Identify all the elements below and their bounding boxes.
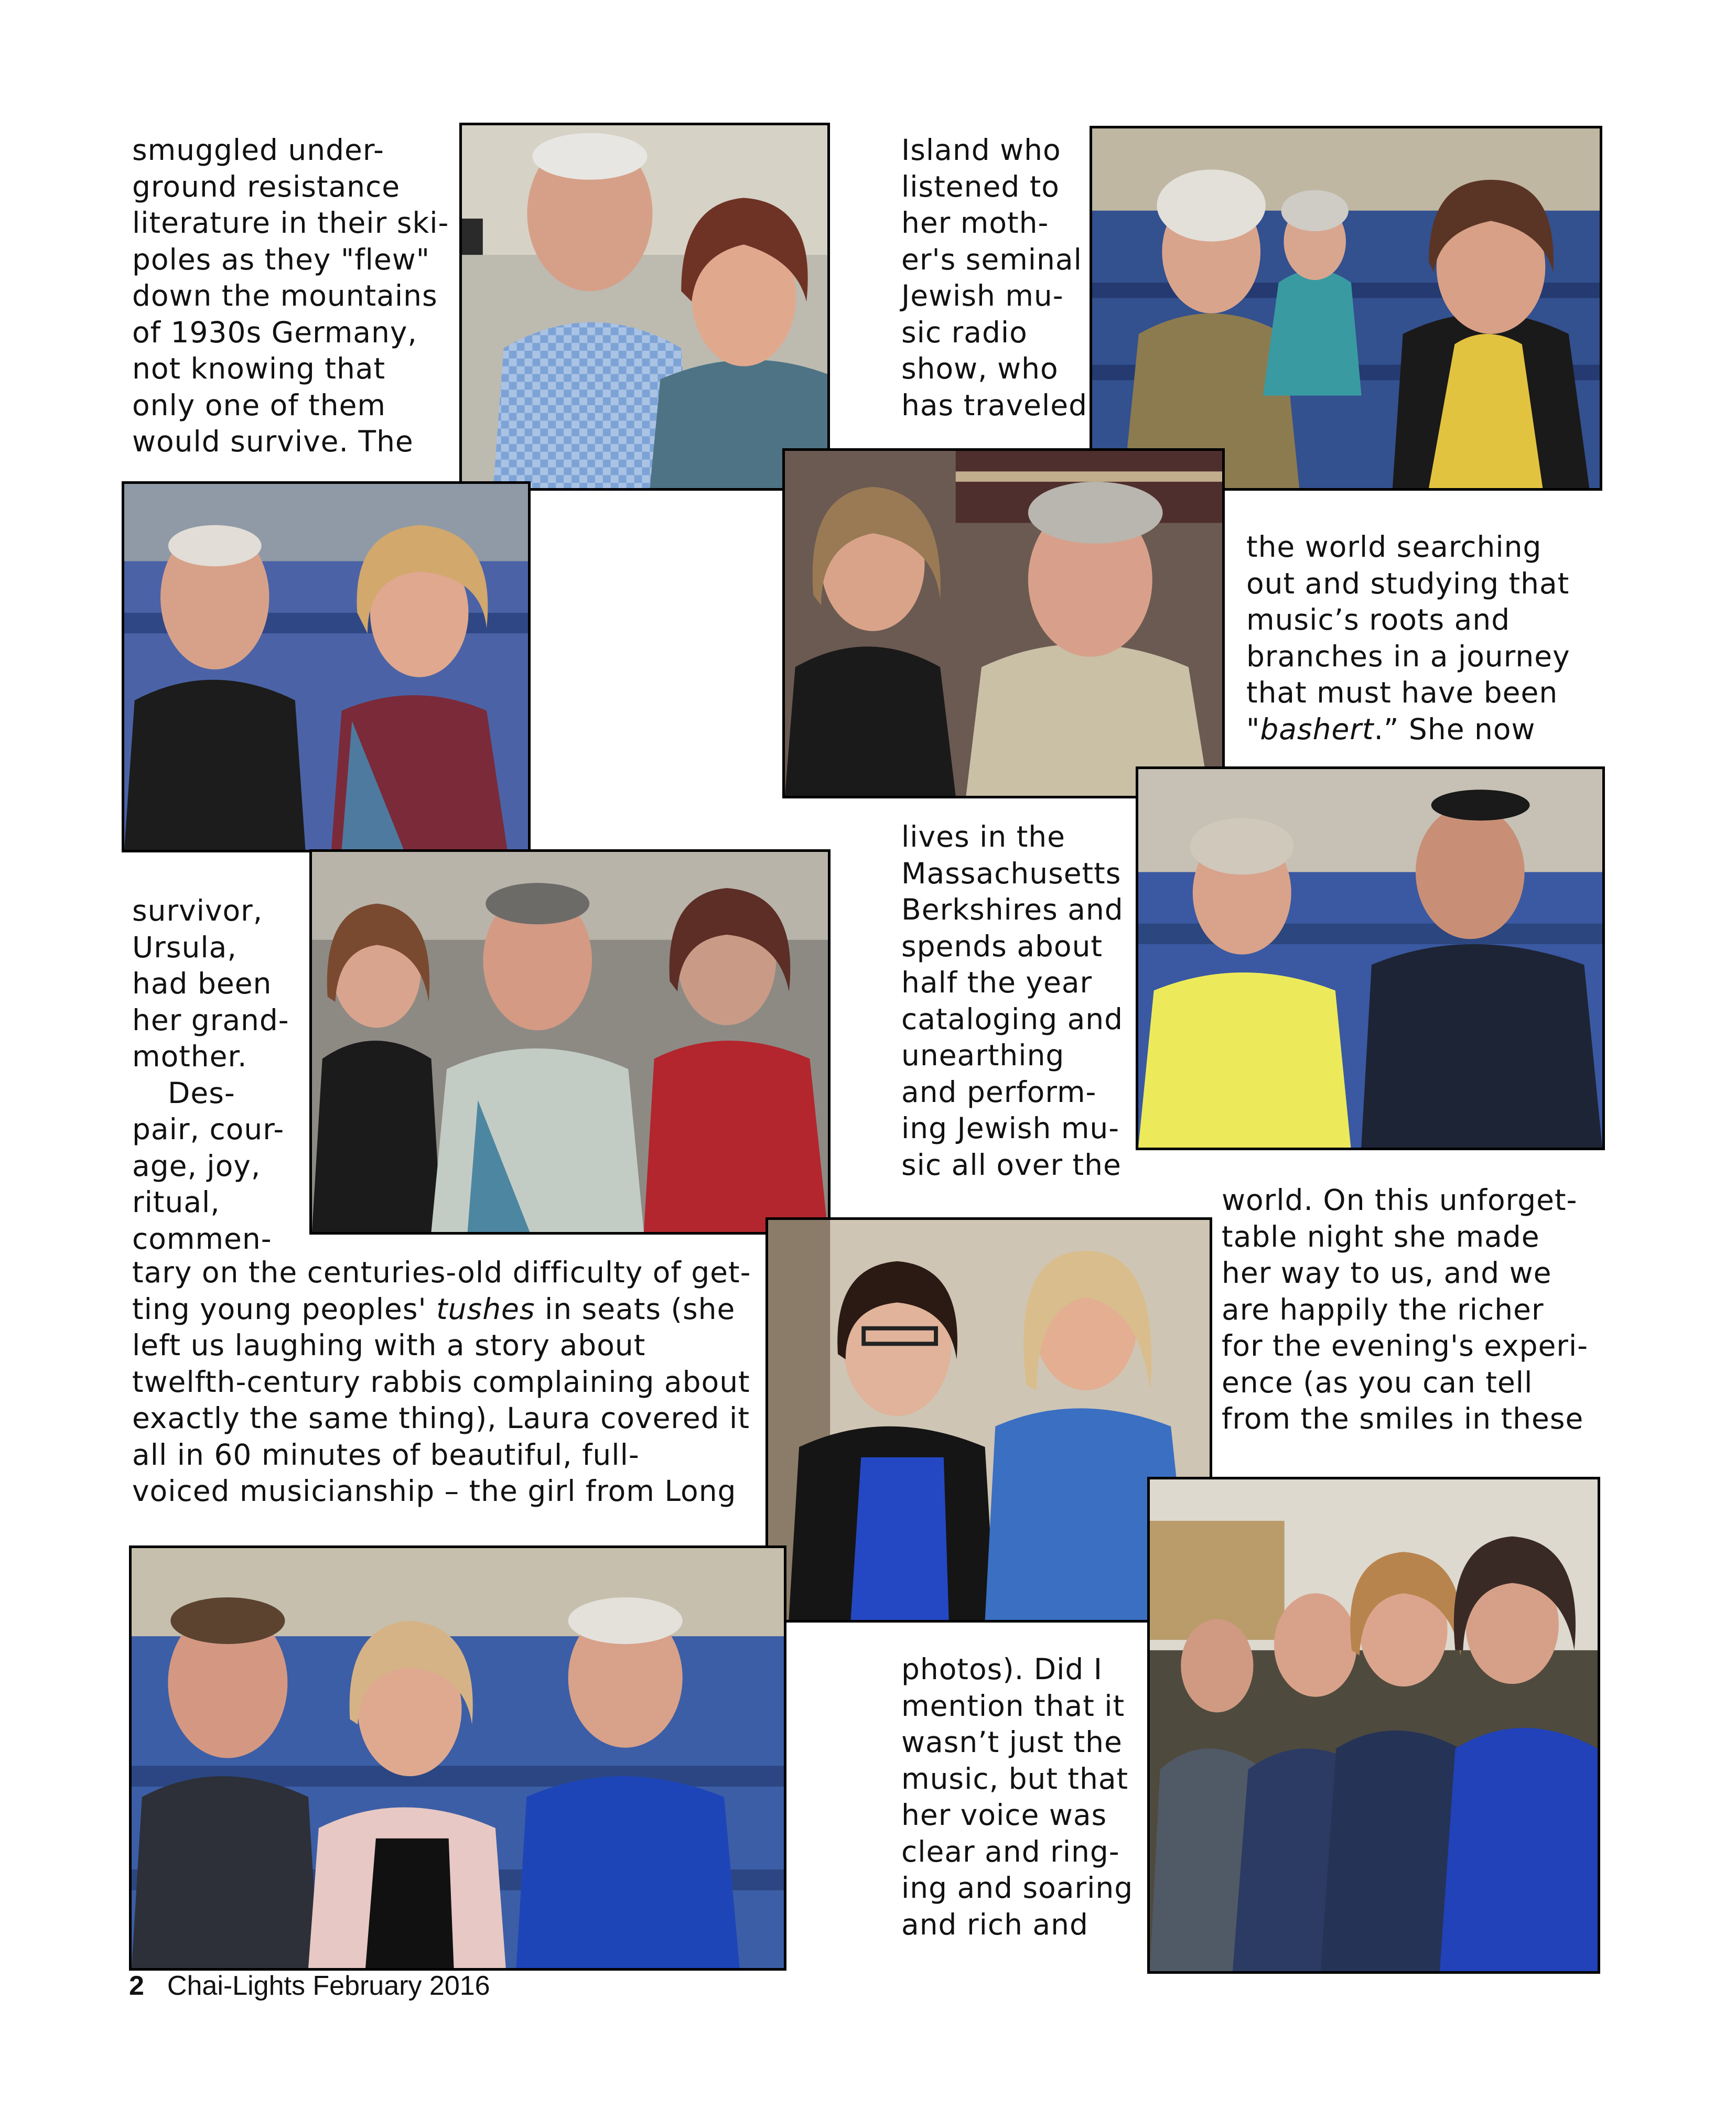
text-line: and rich and bbox=[901, 1907, 1088, 1941]
text-line: mother. bbox=[132, 1040, 247, 1073]
text-line: music, but that bbox=[901, 1761, 1129, 1796]
text-column-1-mid bbox=[132, 893, 289, 1257]
photo-two-men-yellow-and-navy bbox=[1136, 766, 1605, 1150]
text-line: out and studying that bbox=[1246, 566, 1570, 600]
text-line: and perform- bbox=[901, 1075, 1097, 1109]
text-line: branches in a journey bbox=[1246, 639, 1570, 673]
text-line: mention that it bbox=[901, 1689, 1125, 1723]
text-line-bashert: "bashert.” She now bbox=[1246, 712, 1536, 746]
text-line: ing Jewish mu- bbox=[901, 1111, 1120, 1145]
text-line-tushes: ting young peoples' tushes in seats (she bbox=[132, 1292, 736, 1326]
publication-title: Chai-Lights February 2016 bbox=[167, 1971, 490, 2001]
photo-woman-and-man-in-khaki bbox=[782, 448, 1225, 798]
text-line: only one of them bbox=[132, 388, 386, 422]
text-line: that must have been bbox=[1246, 676, 1558, 709]
text-line: all in 60 minutes of beautiful, full- bbox=[132, 1437, 640, 1472]
text-line: sic all over the bbox=[901, 1148, 1122, 1182]
text-line: er's seminal bbox=[901, 242, 1082, 276]
photo-three-women-in-pews bbox=[1090, 126, 1602, 491]
text-line: Island who bbox=[901, 133, 1061, 167]
text-line: unearthing bbox=[901, 1039, 1065, 1072]
photo-older-couple-smiling bbox=[459, 123, 830, 491]
text-line: smuggled under- bbox=[132, 133, 384, 167]
text-line: age, joy, bbox=[132, 1149, 261, 1183]
text-line: pair, cour- bbox=[132, 1112, 285, 1146]
text-line: her grand- bbox=[132, 1003, 289, 1037]
text-line: Berkshires and bbox=[901, 893, 1124, 926]
text-line: literature in their ski- bbox=[132, 206, 449, 240]
text-line: ence (as you can tell bbox=[1222, 1365, 1533, 1399]
text-column-1-wide bbox=[132, 1255, 751, 1510]
text-line: her moth- bbox=[901, 206, 1049, 240]
text-line: exactly the same thing), Laura covered it bbox=[132, 1401, 750, 1435]
text-line: her voice was bbox=[901, 1798, 1107, 1832]
text-column-3-low bbox=[1222, 1182, 1588, 1437]
photo-three-guests-crowd bbox=[309, 849, 831, 1235]
text-line: table night she made bbox=[1222, 1219, 1540, 1253]
text-line: sic radio bbox=[901, 315, 1028, 349]
text-line: listened to bbox=[901, 169, 1060, 203]
text-line: not knowing that bbox=[132, 352, 386, 385]
text-line: the world searching bbox=[1246, 530, 1542, 564]
text-line: cataloging and bbox=[901, 1002, 1124, 1036]
text-line: voiced musicianship – the girl from Long bbox=[132, 1474, 737, 1508]
text-line: wasn’t just the bbox=[901, 1725, 1123, 1759]
text-line: her way to us, and we bbox=[1222, 1256, 1552, 1290]
text-line: show, who bbox=[901, 352, 1059, 385]
photo-three-seated-in-sanctuary bbox=[129, 1545, 786, 1971]
text-line: down the mountains bbox=[132, 279, 438, 312]
text-line: has traveled bbox=[901, 388, 1087, 422]
photo-man-and-woman-seated bbox=[122, 481, 531, 852]
text-line-indent: Des- bbox=[168, 1076, 235, 1110]
text-line: Jewish mu- bbox=[901, 279, 1064, 312]
text-line: left us laughing with a story about bbox=[132, 1328, 646, 1362]
text-line: ing and soaring bbox=[901, 1871, 1134, 1905]
text-line: survivor, bbox=[132, 894, 263, 927]
italic-bashert: bashert bbox=[1260, 712, 1374, 746]
text-line: ritual, bbox=[132, 1185, 220, 1219]
text-line: spends about bbox=[901, 929, 1103, 963]
text-line: lives in the bbox=[901, 820, 1065, 853]
page-number: 2 bbox=[129, 1971, 144, 2001]
text-column-2-bottom bbox=[901, 1651, 1133, 1943]
text-line: world. On this unforget- bbox=[1222, 1183, 1578, 1217]
photo-two-women-standing bbox=[765, 1217, 1212, 1623]
text-line: half the year bbox=[901, 966, 1093, 999]
photo-four-women-laughing bbox=[1147, 1477, 1600, 1974]
text-line: tary on the centuries-old difficulty of get- bbox=[132, 1256, 751, 1289]
text-column-3-mid bbox=[1246, 529, 1570, 748]
text-line: commen- bbox=[132, 1221, 272, 1256]
text-column-2-mid bbox=[901, 819, 1124, 1183]
text-line: Ursula, bbox=[132, 930, 237, 964]
text-line: are happily the richer bbox=[1222, 1292, 1544, 1326]
text-line: clear and ring- bbox=[901, 1834, 1120, 1868]
text-line: of 1930s Germany, bbox=[132, 315, 417, 349]
text-line: would survive. The bbox=[132, 425, 414, 458]
text-line: music’s roots and bbox=[1246, 603, 1511, 636]
text-column-1-top bbox=[132, 132, 449, 460]
text-column-2-top bbox=[901, 132, 1087, 424]
text-line: photos). Did I bbox=[901, 1652, 1103, 1686]
italic-tushes: tushes bbox=[436, 1292, 535, 1326]
page-footer bbox=[129, 1970, 490, 2002]
text-line: from the smiles in these bbox=[1222, 1402, 1584, 1435]
text-line: had been bbox=[132, 967, 272, 1000]
text-line: twelfth-century rabbis complaining about bbox=[132, 1365, 750, 1399]
text-line: Massachusetts bbox=[901, 856, 1122, 890]
text-line: for the evening's experi- bbox=[1222, 1329, 1589, 1363]
text-line: ground resistance bbox=[132, 169, 401, 203]
text-line: poles as they "flew" bbox=[132, 242, 430, 276]
